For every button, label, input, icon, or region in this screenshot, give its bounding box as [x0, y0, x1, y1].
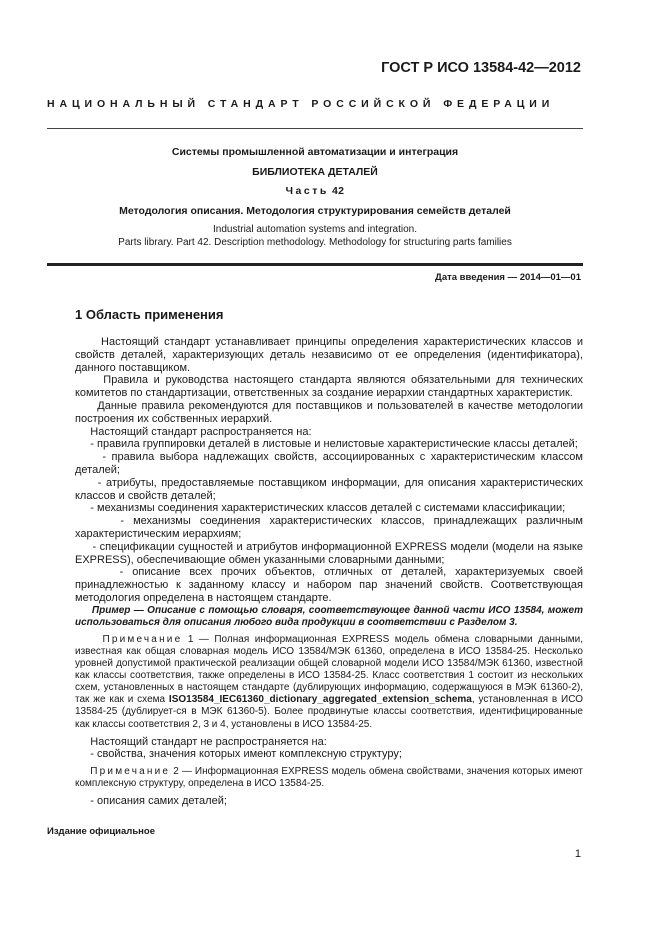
title-part-word: Часть: [285, 185, 329, 197]
standard-code: ГОСТ Р ИСО 13584-42—2012: [381, 60, 581, 76]
paragraph: Правила и руководства настоящего стандарта являются обязательными для технических комитетов по стандартизации, ответственных за создание иерархии стандартных характеристик.: [75, 374, 583, 400]
paragraph: Настоящий стандарт устанавливает принципы определения характеристических классов и свойств деталей, характеризующих деталь независимо от ее определения (идентификатора), данного поставщиком.: [75, 336, 583, 374]
note-2-text: 2 — Информационная EXPRESS модель обмена свойствами, значения которых имеют комплексную структуру, определена в ИСО 13584-25.: [75, 766, 583, 790]
note-1-label: Примечание: [102, 633, 183, 645]
title-series: Системы промышленной автоматизации и интеграция: [171, 146, 459, 158]
title-library: БИБЛИОТЕКА ДЕТАЛЕЙ: [252, 166, 378, 178]
list-item: - правила выбора надлежащих свойств, ассоциированных с характеристическим классом деталей;: [75, 451, 583, 476]
national-standard-banner: НАЦИОНАЛЬНЫЙ СТАНДАРТ РОССИЙСКОЙ ФЕДЕРАЦИИ: [47, 98, 555, 110]
paragraph: Настоящий стандарт распространяется на:: [75, 425, 312, 438]
list-item: - атрибуты, предоставляемые поставщиком информации, для описания характеристических классов и свойств деталей;: [75, 476, 583, 502]
paragraph: Данные правила рекомендуются для поставщиков и пользователей в качестве методологии построения их собственных иерархий.: [75, 399, 583, 425]
page-number: 1: [574, 848, 581, 860]
paragraph: Настоящий стандарт не распространяется на:: [75, 735, 327, 748]
title-english: [47, 224, 583, 249]
section-heading: 1 Область применения: [75, 307, 224, 322]
list-item: - механизмы соединения характеристических классов деталей с системами классификации;: [75, 502, 566, 515]
list-item: - свойства, значения которых имеют комплексную структуру;: [75, 748, 402, 761]
note-2: [75, 766, 583, 790]
title-part: [47, 185, 583, 197]
list-item: - спецификации сущностей и атрибутов информационной EXPRESS модели (модели на языке EXPRESS), обеспечивающие обмен указанными словарными данными;: [75, 540, 583, 566]
note-1-text-end: , установленная в ИСО 13584-25 (дублирует-ся в МЭК 61360-5). Более продвинутые классы соответствия, идентифицированные как классы соответствия 2, 3 и 4, установлены в ИСО 13584-25.: [75, 694, 583, 730]
title-part-number: 42: [332, 185, 345, 197]
title-english-line-1: Industrial automation systems and integration.: [213, 224, 417, 235]
list-item: - механизмы соединения характеристических классов, принадлежащих различным характеристическим иерархиям;: [75, 515, 583, 540]
list-item: - правила группировки деталей в листовые и нелистовые характеристические классы деталей;: [75, 438, 578, 451]
title-block: [47, 146, 583, 249]
header-divider: [47, 128, 583, 129]
list-item: - описание всех прочих объектов, отличных от деталей, характеризуемых своей принадлежностью к заданному классу и набором пар значений свойств. Соответствующая методология определена в настоящем стандарте.: [75, 566, 583, 604]
introduction-date: Дата введения — 2014—01—01: [435, 272, 581, 283]
title-english-line-2: Parts library. Part 42. Description methodology. Methodology for structuring parts families: [118, 236, 512, 248]
section-body: [75, 336, 583, 808]
note-2-label: Примечание: [90, 766, 171, 778]
title-divider: [47, 263, 583, 266]
edition-label: Издание официальное: [47, 826, 155, 837]
note-1-text: 1 — Полная информационная EXPRESS модель обмена словарными данными, известная как общая словарная модель ИСО 13584/МЭК 61360, определена в ИСО 13584-25. Несколько уровней допустимой практической реализации общей словарной модели ИСО 13584/МЭК 61360, известной как классы соответствия, также определены в ИСО 13584-25. Класс соответствия 1 состоит из нескольких схем, установленных в настоящем стандарте (дублирующих информацию, содержащуюся в МЭК 61360-2), так же как и схема: [75, 633, 583, 706]
note-1: [75, 634, 583, 731]
example-paragraph: Пример — Описание с помощью словаря, соответствующее данной части ИСО 13584, может использоваться для описания любого вида продукции в соответствии с Разделом 3.: [75, 604, 583, 628]
note-1-schema: ISO13584_IEC61360_dictionary_aggregated_extension_schema: [168, 694, 472, 706]
list-item: - описания самих деталей;: [75, 795, 227, 808]
title-subtitle: Методология описания. Методология структурирования семейств деталей: [119, 205, 511, 217]
